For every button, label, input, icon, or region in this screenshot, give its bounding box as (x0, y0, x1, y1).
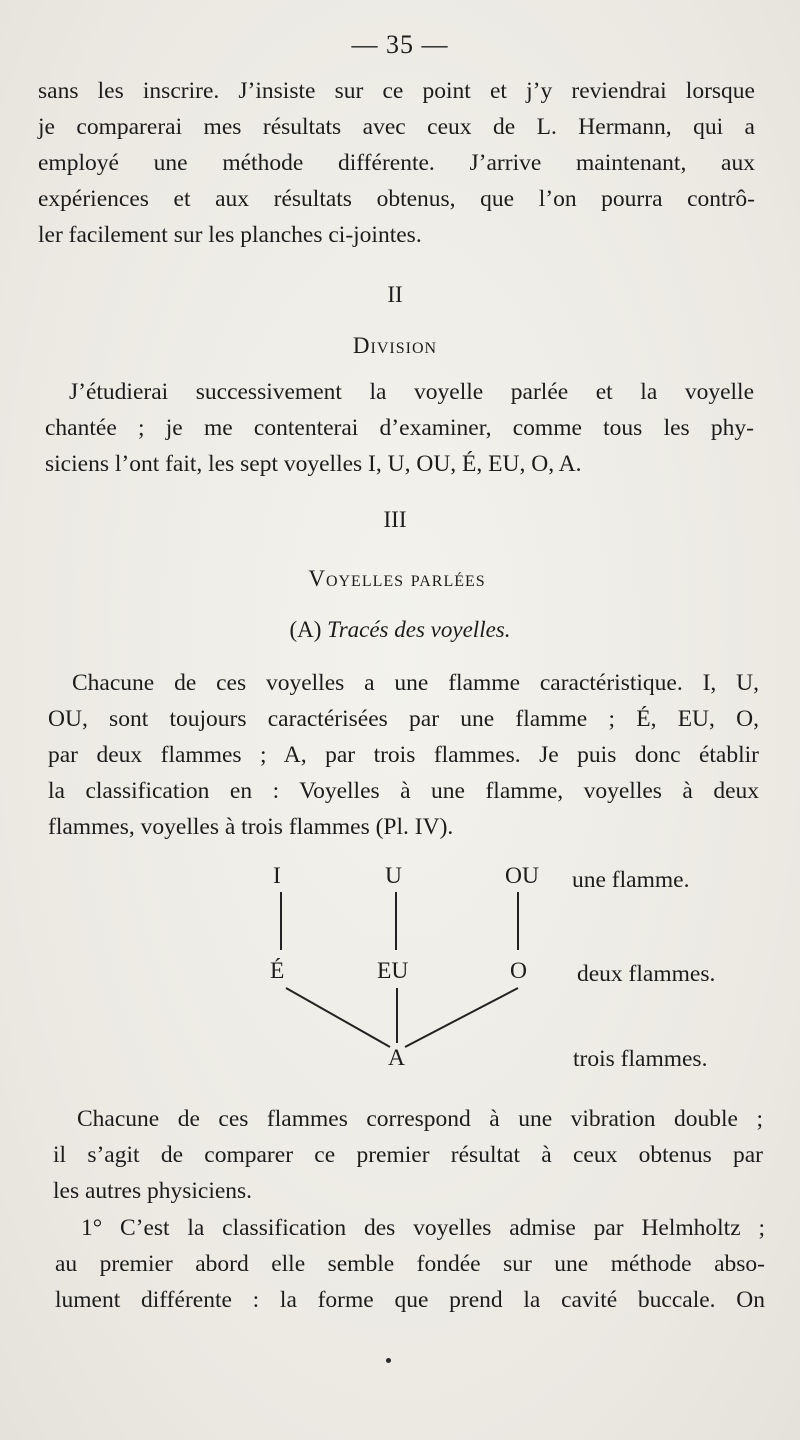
vowel-i: I (273, 863, 281, 889)
caption-one-flame: une flamme. (572, 867, 690, 893)
text-line: ler facilement sur les planches ci-jointes. (38, 222, 422, 248)
paragraph-vibration (53, 1101, 763, 1209)
text-line: lument différente : la forme que prend la cavité buccale. On (55, 1287, 765, 1313)
text-line: la classification en : Voyelles à une flamme, voyelles à deux (48, 778, 759, 804)
text-line: je comparerai mes résultats avec ceux de L. Hermann, qui a (38, 114, 755, 140)
text-line: sans les inscrire. J’insiste sur ce point et j’y reviendrai lorsque (38, 78, 755, 104)
vowel-o: O (510, 958, 527, 984)
page-number: — 35 — (351, 30, 449, 59)
vowel-e-acute: É (270, 958, 285, 984)
text-line: Chacune de ces flammes correspond à une vibration double ; (77, 1106, 763, 1132)
text-line: les autres physiciens. (53, 1178, 253, 1204)
text-line: flammes, voyelles à trois flammes (Pl. IV). (48, 814, 454, 840)
text-line: au premier abord elle semble fondée sur une méthode abso- (55, 1251, 765, 1277)
text-line: par deux flammes ; A, par trois flammes. Je puis donc établir (48, 742, 759, 768)
ink-speck (386, 1358, 391, 1363)
caption-two-flames: deux flammes. (577, 961, 716, 987)
section-title-voyelles-parlees: Voyelles parlées (308, 566, 486, 591)
text-line: siciens l’ont fait, les sept voyelles I, U, OU, É, EU, O, A. (45, 451, 582, 477)
text-line: il s’agit de comparer ce premier résultat à ceux obtenus par (53, 1142, 763, 1168)
text-line: OU, sont toujours caractérisées par une flamme ; É, EU, O, (48, 706, 759, 732)
text-line: chantée ; je me contenterai d’examiner, comme tous les phy- (45, 415, 754, 441)
text-line: J’étudierai successivement la voyelle parlée et la voyelle (69, 379, 754, 405)
vowel-ou: OU (505, 863, 539, 889)
subsection-label: (A) (289, 617, 322, 642)
text-line: Chacune de ces voyelles a une flamme caractéristique. I, U, (72, 670, 759, 696)
text-line: employé une méthode différente. J’arrive maintenant, aux (38, 150, 755, 176)
section-title-division: Division (352, 333, 438, 358)
text-line: 1° C’est la classification des voyelles admise par Helmholtz ; (81, 1215, 765, 1241)
paragraph-helmholtz (55, 1210, 765, 1318)
caption-three-flames: trois flammes. (573, 1046, 708, 1072)
section-number-iii: III (383, 507, 407, 532)
text-line: expériences et aux résultats obtenus, que l’on pourra contrô- (38, 186, 755, 212)
vowel-a: A (388, 1045, 405, 1071)
connector-o-a (405, 988, 518, 1047)
subsection-name: Tracés des voyelles. (327, 617, 511, 642)
vowel-eu: EU (377, 958, 409, 984)
vowel-u: U (385, 863, 402, 889)
connector-e-a (286, 988, 390, 1047)
section-number-ii: II (387, 282, 403, 307)
